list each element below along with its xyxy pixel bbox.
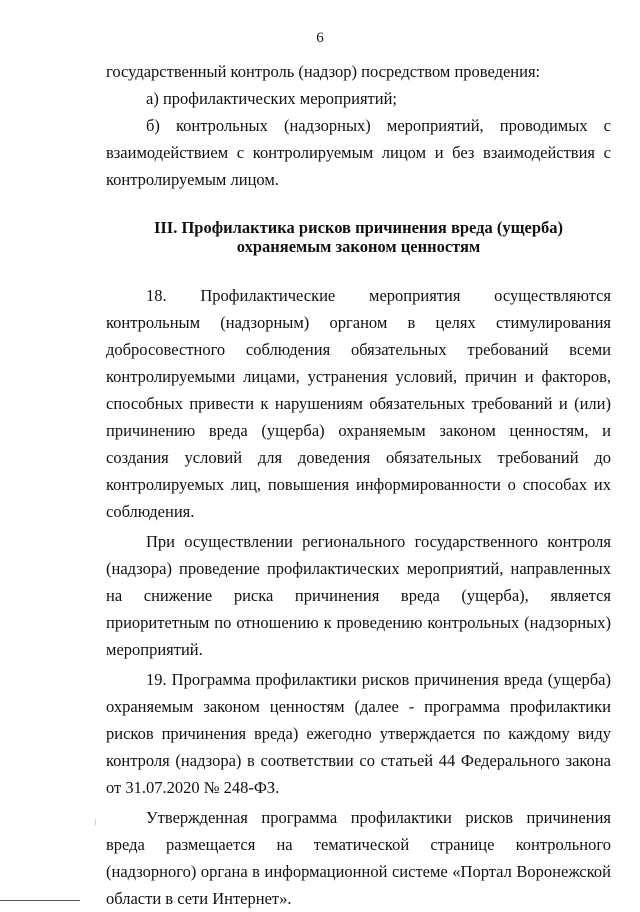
intro-line: государственный контроль (надзор) посредством проведения: — [106, 62, 541, 81]
scan-mark — [95, 819, 96, 825]
paragraph-18-priority: При осуществлении регионального государственного контроля (надзора) проведение профилактических мероприятий, направленных на снижение риска причинения вреда (ущерба), является приоритетным по отношению к проведению контрольных (надзорных) мероприятий. — [106, 532, 611, 659]
section-heading-line-2: охраняемым законом ценностям — [236, 237, 481, 256]
footer-rule — [0, 900, 80, 901]
section-heading-line-1: III. Профилактика рисков причинения вреда (ущерба) — [153, 218, 564, 237]
document-body — [106, 58, 611, 912]
paragraph-18: 18. Профилактические мероприятия осуществляются контрольным (надзорным) органом в целях стимулирования добросовестного соблюдения обязательных требований всеми контролируемыми лицами, устранения условий, причин и факторов, способных привести к нарушениям обязательных требований и (или) причинению вреда (ущерба) охраняемым законом ценностям, и создания условий для доведения обязательных требований до контролируемых лиц, повышения информированности о способах их соблюдения. — [106, 286, 611, 521]
paragraph-19-publication: Утвержденная программа профилактики рисков причинения вреда размещается на тематической странице контрольного (надзорного) органа в информационной системе «Портал Воронежской области в сети Интернет». — [106, 808, 611, 908]
list-item-b: б) контрольных (надзорных) мероприятий, проводимых с взаимодействием с контролируемым лицом и без взаимодействия с контролируемым лицом. — [106, 116, 611, 189]
section-heading — [106, 218, 611, 256]
page-number: 6 — [316, 30, 324, 46]
list-item-a: а) профилактических мероприятий; — [146, 89, 397, 108]
paragraph-19: 19. Программа профилактики рисков причинения вреда (ущерба) охраняемым законом ценностям (далее - программа профилактики рисков причинения вреда) ежегодно утверждается по каждому виду контроля (надзора) в соответствии со статьей 44 Федерального закона от 31.07.2020 № 248-ФЗ. — [106, 670, 611, 797]
